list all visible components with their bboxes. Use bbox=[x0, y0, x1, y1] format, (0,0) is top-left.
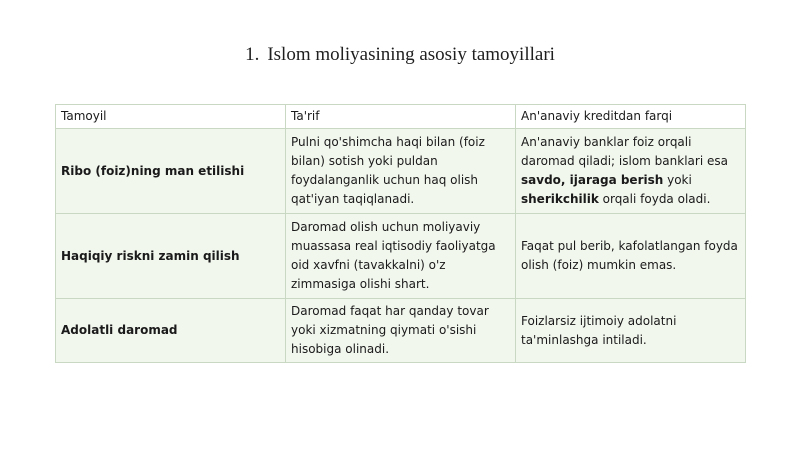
table-row bbox=[56, 214, 746, 299]
difference-bold-text: savdo, ijaraga berish bbox=[521, 173, 664, 187]
principles-table bbox=[55, 104, 746, 363]
header-difference: An'anaviy kreditdan farqi bbox=[516, 105, 746, 129]
table-header-row bbox=[56, 105, 746, 129]
definition-cell: Daromad olish uchun moliyaviy muassasa real iqtisodiy faoliyatga oid xavfni (tavakkalni) o'z zimmasiga olishi shart. bbox=[286, 214, 516, 299]
slide-title-text: Islom moliyasining asosiy tamoyillari bbox=[267, 44, 555, 65]
header-principle: Tamoyil bbox=[56, 105, 286, 129]
principle-cell: Ribo (foiz)ning man etilishi bbox=[56, 129, 286, 214]
header-definition: Ta'rif bbox=[286, 105, 516, 129]
difference-cell bbox=[516, 129, 746, 214]
table-row bbox=[56, 129, 746, 214]
difference-text: yoki bbox=[663, 173, 692, 187]
definition-cell: Pulni qo'shimcha haqi bilan (foiz bilan) sotish yoki puldan foydalanganlik uchun haq olish qat'iyan taqiqlanadi. bbox=[286, 129, 516, 214]
difference-text: An'anaviy banklar foiz orqali daromad qiladi; islom banklari esa bbox=[521, 135, 728, 168]
slide-title-number: 1. bbox=[245, 44, 260, 65]
slide-title bbox=[0, 44, 800, 66]
difference-bold-text: sherikchilik bbox=[521, 192, 599, 206]
table-row bbox=[56, 299, 746, 363]
definition-cell: Daromad faqat har qanday tovar yoki xizmatning qiymati o'sishi hisobiga olinadi. bbox=[286, 299, 516, 363]
principle-cell: Adolatli daromad bbox=[56, 299, 286, 363]
principle-cell: Haqiqiy riskni zamin qilish bbox=[56, 214, 286, 299]
difference-cell: Faqat pul berib, kafolatlangan foyda olish (foiz) mumkin emas. bbox=[516, 214, 746, 299]
difference-text: orqali foyda oladi. bbox=[598, 192, 711, 206]
difference-cell: Foizlarsiz ijtimoiy adolatni ta'minlashga intiladi. bbox=[516, 299, 746, 363]
